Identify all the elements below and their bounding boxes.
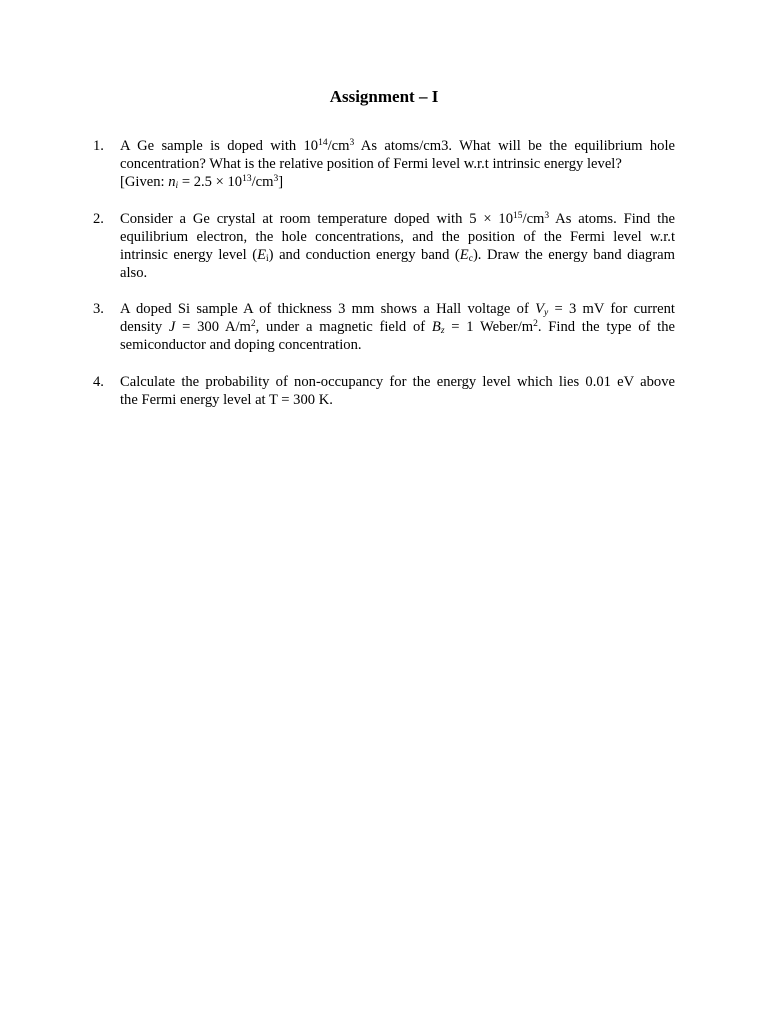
question-line: the Fermi energy level at T = 300 K. [120,392,333,408]
question-line: [Given: $n_i = 2.5 \times 10^{13}/cm^3$] [120,174,284,191]
question-number: 1. [93,138,104,154]
question-line: Calculate the probability of non-occupancy for the energy level which lies 0.01 eV above [120,374,675,390]
question-number: 2. [93,211,104,227]
question-text [120,137,675,191]
question-line: Consider a Ge crystal at room temperature doped with $5 \times 10^{15}/cm^3$ As atoms. Find the [120,211,675,227]
question-line: semiconductor and doping concentration. [120,337,362,353]
question-line: density J = 300 $A/m^2$, under a magnetic field of $B_z = 1$ Weber/$m^2$. Find the type of the [120,319,675,336]
assignment-title: Assignment – I [329,87,439,106]
question-line: A doped Si sample A of thickness 3 mm shows a Hall voltage of $V_y = 3$ mV for current [120,301,675,318]
question-text [120,373,675,409]
question-text [120,300,675,354]
question-line: equilibrium electron, the hole concentrations, and the position of the Fermi level w.r.t [120,229,675,245]
question-line: intrinsic energy level $(E_i)$ and conduction energy band $(E_c)$. Draw the energy band diagram [120,247,675,264]
question-line: concentration? What is the relative position of Fermi level w.r.t intrinsic energy level? [120,156,622,172]
question-line: also. [120,265,148,281]
question-number: 3. [93,301,104,317]
question-text [120,210,675,282]
question-number: 4. [93,374,104,390]
question-line: A Ge sample is doped with $10^{14}/cm^3$ As atoms/cm3. What will be the equilibrium hole [120,138,675,154]
